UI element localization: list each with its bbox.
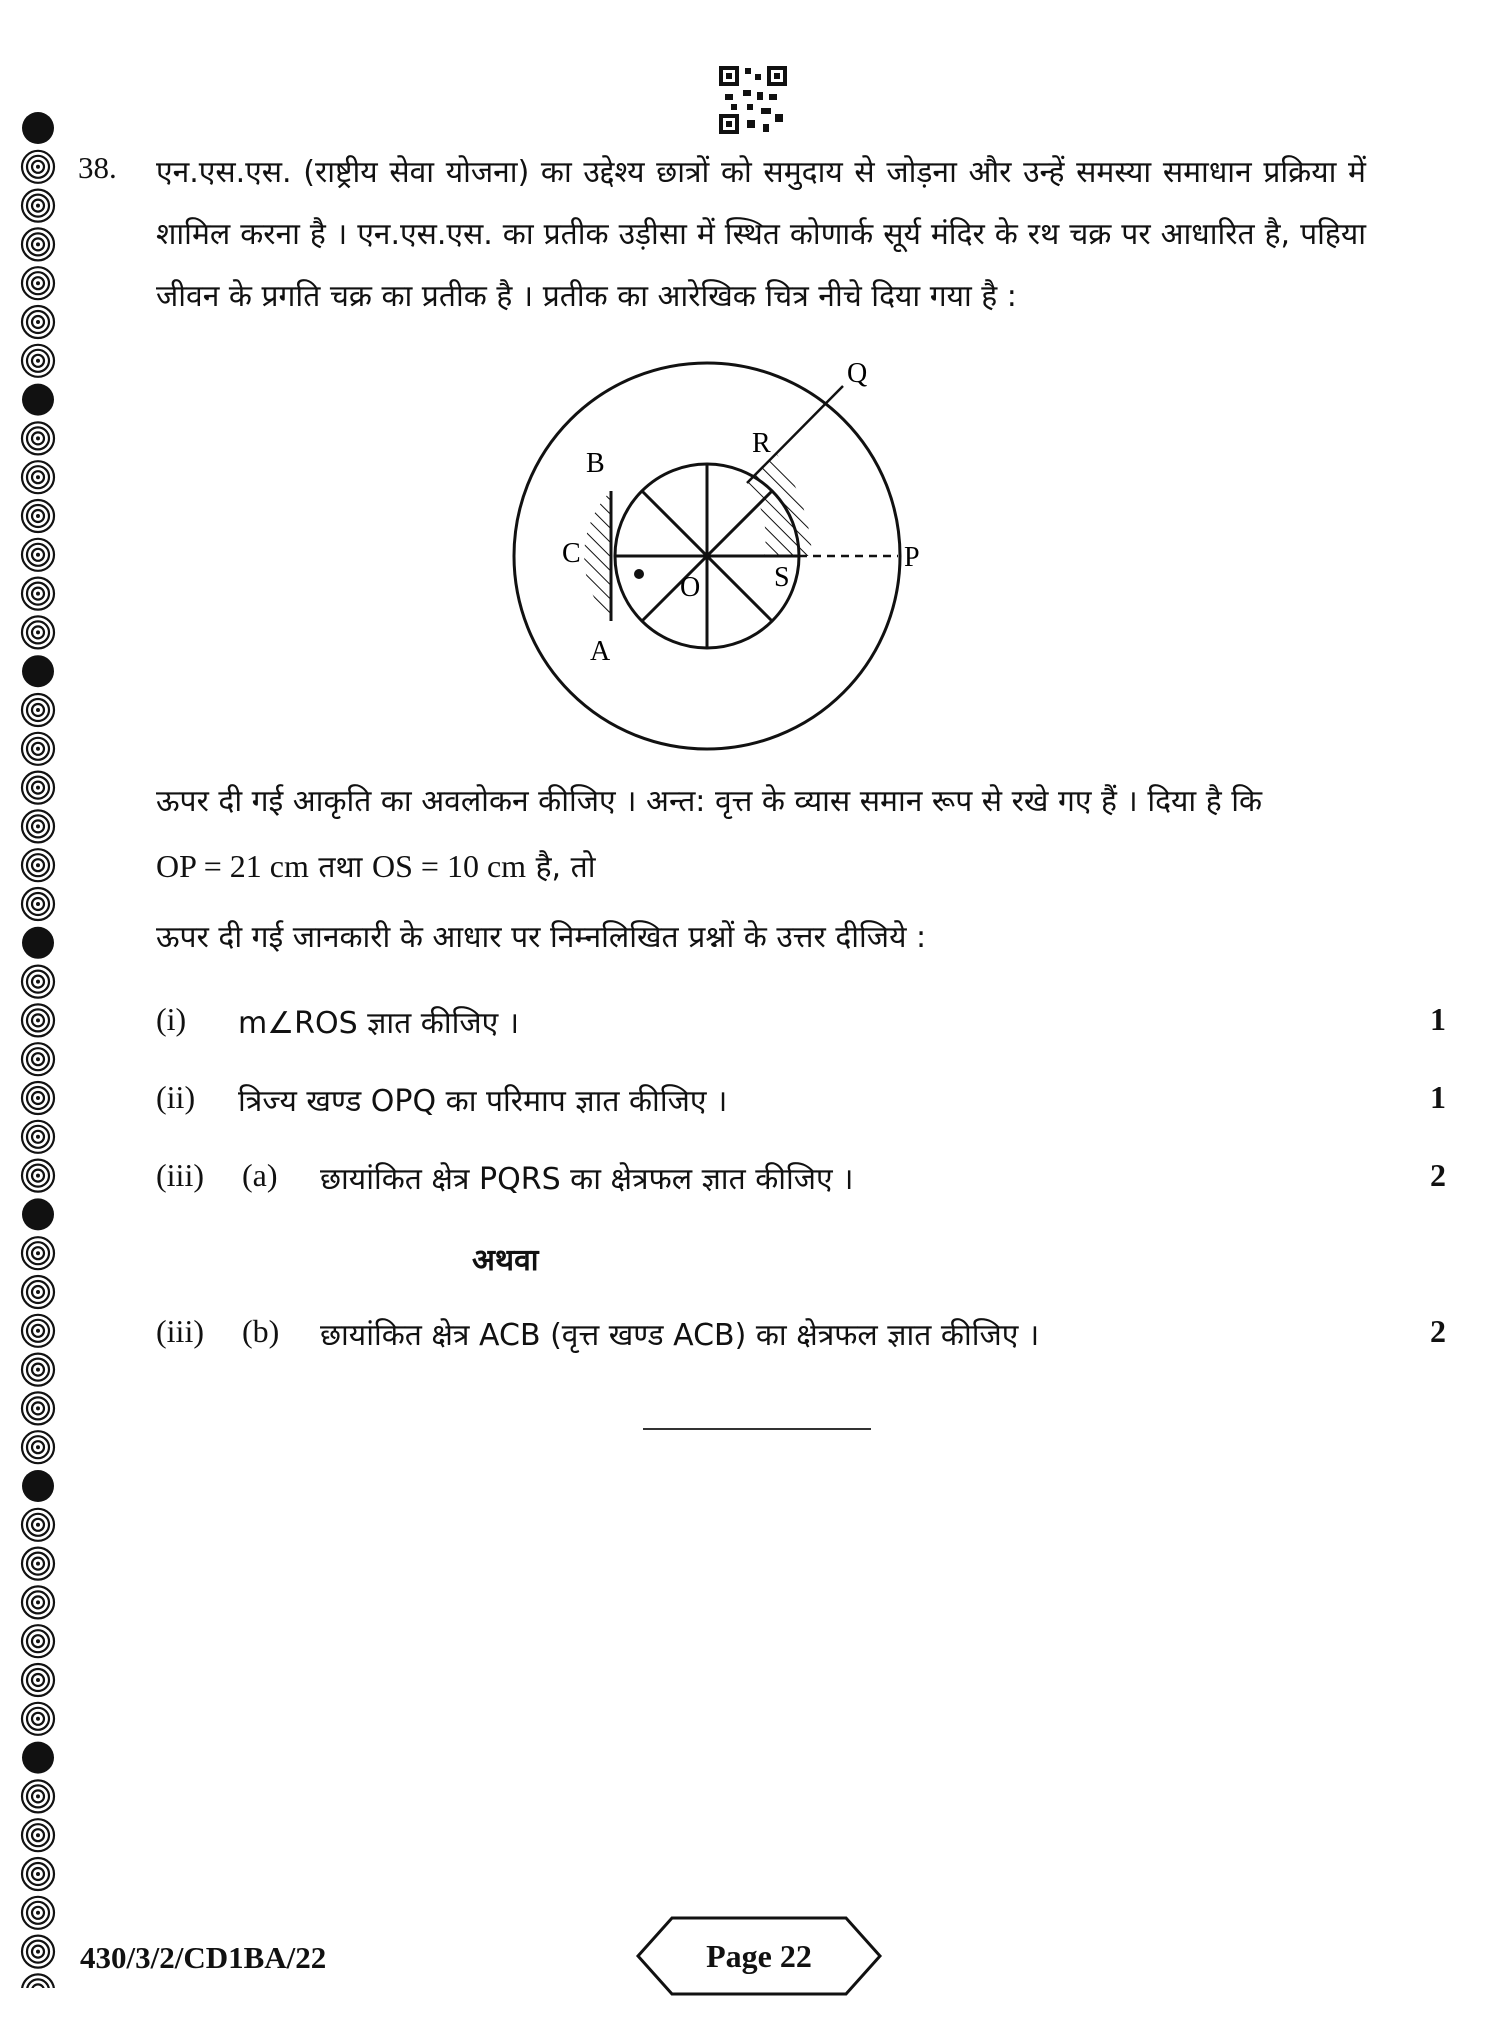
- question-number: 38.: [78, 150, 117, 185]
- margin-circle-icon: [22, 1819, 54, 1851]
- label-c: C: [562, 538, 581, 569]
- label-r: R: [752, 428, 771, 459]
- margin-circle-icon: [22, 849, 54, 881]
- margin-circle-icon: [22, 733, 54, 765]
- observation-sentence: ऊपर दी गई आकृति का अवलोकन कीजिए । अन्त: वृत्त के व्यास समान रूप से रखे गए हैं । दिया है कि: [156, 784, 1263, 819]
- subquestion-marks: 2: [1430, 1313, 1446, 1349]
- label-b: B: [586, 448, 605, 479]
- margin-circle-icon: [22, 539, 54, 571]
- label-p: P: [904, 542, 920, 573]
- margin-circle-icon: [22, 1082, 54, 1114]
- or-label: अथवा: [472, 1243, 539, 1278]
- label-q: Q: [847, 358, 868, 389]
- subquestion-text: छायांकित क्षेत्र PQRS का क्षेत्रफल ज्ञात कीजिए ।: [320, 1162, 854, 1197]
- margin-circle-icon: [22, 345, 54, 377]
- given-end: है, तो: [535, 850, 596, 885]
- margin-circle-icon: [22, 267, 54, 299]
- margin-circle-icon: [22, 1121, 54, 1153]
- margin-circle-icon: [22, 810, 54, 842]
- margin-circle-icon: [22, 1043, 54, 1075]
- margin-circle-icon: [22, 1392, 54, 1424]
- page-number-badge: [634, 1914, 884, 1998]
- margin-circle-icon: [22, 190, 54, 222]
- qr-code-icon: [717, 64, 789, 136]
- margin-circle-icon: [22, 1897, 54, 1929]
- margin-circle-icon: [22, 228, 54, 260]
- subquestion-roman: (iii): [156, 1313, 204, 1349]
- margin-circle-icon: [22, 1625, 54, 1657]
- label-o: O: [680, 572, 701, 603]
- paper-code: 430/3/2/CD1BA/22: [80, 1940, 327, 1975]
- margin-circle-icon: [22, 1548, 54, 1580]
- margin-circle-icon: [22, 616, 54, 648]
- subquestion-text: त्रिज्य खण्ड OPQ का परिमाप ज्ञात कीजिए ।: [238, 1084, 728, 1119]
- margin-circle-icon: [22, 1004, 54, 1036]
- margin-circle-icon: [22, 1664, 54, 1696]
- given-os: OS = 10 cm: [372, 848, 527, 884]
- margin-circle-icon: [22, 1354, 54, 1386]
- margin-circle-icon: [22, 1276, 54, 1308]
- margin-circle-icon: [22, 1509, 54, 1541]
- subquestion-alpha: (b): [242, 1313, 280, 1349]
- margin-circle-icon: [22, 1431, 54, 1463]
- margin-circle-icon: [22, 1974, 54, 1988]
- margin-circle-icon: [22, 1315, 54, 1347]
- margin-circle-icon: [22, 500, 54, 532]
- margin-circle-icon: [22, 1586, 54, 1618]
- instruction-text: ऊपर दी गई जानकारी के आधार पर निम्नलिखित प्रश्नों के उत्तर दीजिये :: [156, 920, 927, 955]
- margin-circle-icon: [22, 888, 54, 920]
- margin-circle-icon: [22, 1780, 54, 1812]
- margin-circle-strip: [14, 108, 62, 1988]
- label-a: A: [590, 636, 611, 667]
- given-joiner: तथा: [318, 850, 363, 885]
- marker-dot: [634, 569, 644, 579]
- subquestion-roman: (i): [156, 1001, 187, 1037]
- observation-text: [156, 770, 1366, 900]
- margin-circle-icon: [22, 151, 54, 183]
- margin-circle-icon: [22, 1237, 54, 1269]
- subquestion-marks: 2: [1430, 1157, 1446, 1193]
- page-number: Page 22: [706, 1938, 812, 1974]
- margin-circle-icon: [22, 966, 54, 998]
- margin-circle-icon: [22, 461, 54, 493]
- margin-circle-icon: [22, 655, 54, 687]
- given-op: OP = 21 cm: [156, 848, 309, 884]
- margin-circle-icon: [22, 1858, 54, 1890]
- end-rule: [643, 1428, 871, 1430]
- subquestion-alpha: (a): [242, 1157, 278, 1193]
- subquestion-iii-a: [156, 1157, 1446, 1203]
- nss-wheel-figure: [490, 352, 930, 772]
- subquestion-roman: (ii): [156, 1079, 196, 1115]
- margin-circle-icon: [22, 1160, 54, 1192]
- subquestion-ii: [156, 1079, 1446, 1125]
- subquestion-marks: 1: [1430, 1079, 1446, 1115]
- margin-circle-icon: [22, 578, 54, 610]
- subquestion-text: m∠ROS ज्ञात कीजिए ।: [238, 1006, 520, 1041]
- subquestion-i: [156, 1001, 1446, 1047]
- question-intro: एन.एस.एस. (राष्ट्रीय सेवा योजना) का उद्देश्य छात्रों को समुदाय से जोड़ना और उन्हें समस्या समाधान प्रक्रिया में शामिल करना है । एन.एस.एस. का प्रतीक उड़ीसा में स्थित कोणार्क सूर्य मंदिर के रथ चक्र पर आधारित है, पहिया जीवन के प्रगति चक्र का प्रतीक है । प्रतीक का आरेखिक चित्र नीचे दिया गया है :: [156, 155, 1366, 314]
- subquestion-text: छायांकित क्षेत्र ACB (वृत्त खण्ड ACB) का क्षेत्रफल ज्ञात कीजिए ।: [320, 1318, 1040, 1353]
- margin-circle-icon: [22, 927, 54, 959]
- margin-circle-icon: [22, 306, 54, 338]
- subquestion-iii-b: [156, 1313, 1446, 1359]
- margin-circle-icon: [22, 1742, 54, 1774]
- margin-circle-icon: [22, 694, 54, 726]
- margin-circle-icon: [22, 1703, 54, 1735]
- shaded-segment-acb: [584, 491, 611, 621]
- margin-circle-icon: [22, 384, 54, 416]
- margin-circle-icon: [22, 1470, 54, 1502]
- margin-circle-icon: [22, 112, 54, 144]
- label-s: S: [774, 562, 790, 593]
- margin-circle-icon: [22, 1936, 54, 1968]
- subquestion-marks: 1: [1430, 1001, 1446, 1037]
- margin-circle-icon: [22, 422, 54, 454]
- subquestion-roman: (iii): [156, 1157, 204, 1193]
- margin-circle-icon: [22, 772, 54, 804]
- margin-circle-icon: [22, 1198, 54, 1230]
